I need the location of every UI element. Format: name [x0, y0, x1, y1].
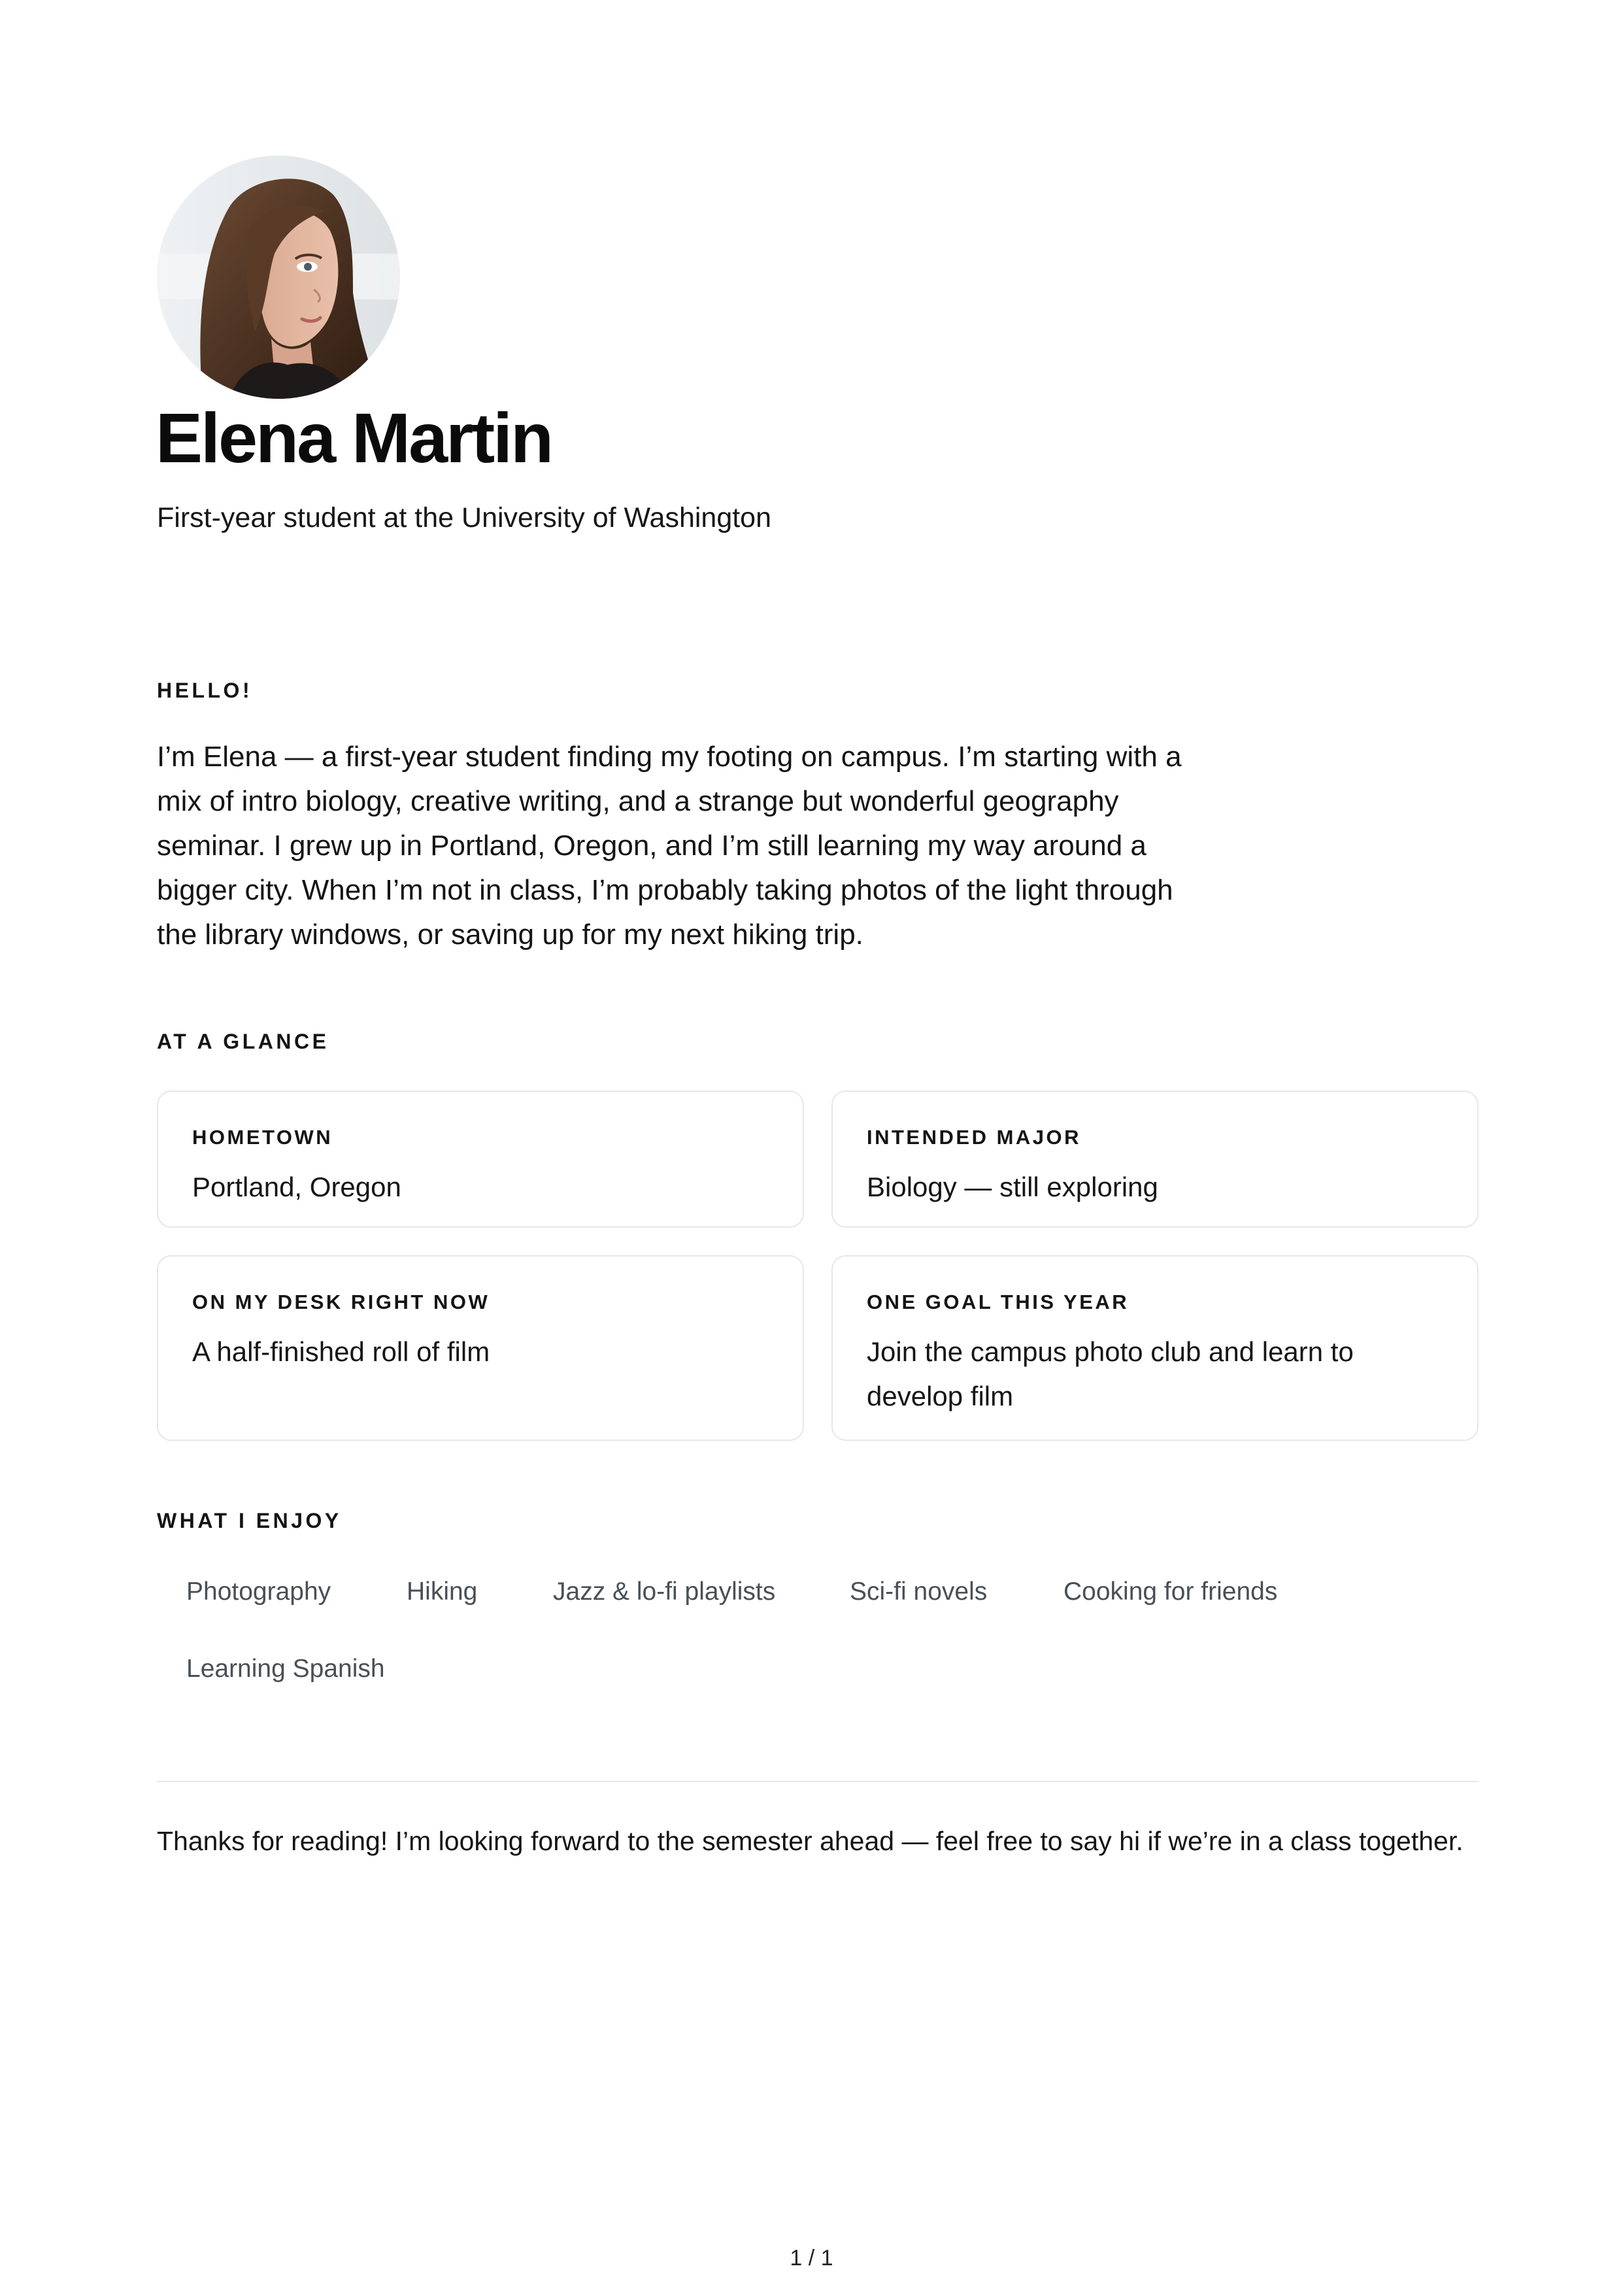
- profile-name: Elena Martin: [156, 398, 552, 477]
- card-label: ON MY DESK RIGHT NOW: [192, 1291, 490, 1313]
- card-value: Portland, Oregon: [192, 1172, 401, 1202]
- what-i-enjoy-heading: WHAT I ENJOY: [157, 1509, 342, 1532]
- card-label: HOMETOWN: [192, 1126, 333, 1149]
- at-a-glance-heading: AT A GLANCE: [157, 1030, 329, 1053]
- intro-paragraph: I’m Elena — a first-year student finding my footing on campus. I’m starting with a mix of intro biology, creative writing, and a strange but wonderful geography seminar. I grew up in Portland, Oregon, and I’m still learning my way around a bigger city. When I’m not in class, I’m probably taking photos of the light through the library windows, or saving up for my next hiking trip.: [157, 741, 1182, 951]
- card-value: Join the campus photo club and learn to develop film: [867, 1336, 1354, 1411]
- interest-tag: Hiking: [407, 1578, 478, 1606]
- glance-card-intended-major: [831, 1090, 1479, 1228]
- profile-photo: [157, 156, 400, 399]
- page-number: 1 / 1: [790, 2246, 833, 2271]
- glance-card-goal-this-year: [831, 1255, 1479, 1441]
- interest-tag: Jazz & lo-fi playlists: [553, 1578, 776, 1606]
- interest-tags: [157, 1576, 1484, 1732]
- closing-note: Thanks for reading! I’m looking forward to the semester ahead — feel free to say hi if we’re in a class together.: [157, 1826, 1464, 1856]
- card-label: INTENDED MAJOR: [867, 1126, 1082, 1149]
- glance-card-on-my-desk: [157, 1255, 804, 1441]
- section-divider: [157, 1781, 1479, 1782]
- card-label: ONE GOAL THIS YEAR: [867, 1291, 1129, 1313]
- interest-tag: Photography: [186, 1578, 331, 1606]
- interest-tag: Cooking for friends: [1063, 1578, 1278, 1606]
- profile-subtitle: First-year student at the University of Washington: [157, 502, 772, 533]
- card-value: A half-finished roll of film: [192, 1336, 490, 1367]
- interest-tag: Learning Spanish: [186, 1655, 385, 1683]
- card-value: Biology — still exploring: [867, 1172, 1158, 1202]
- glance-card-hometown: [157, 1090, 804, 1228]
- hello-heading: HELLO!: [157, 679, 253, 702]
- interest-tag: Sci-fi novels: [850, 1578, 988, 1606]
